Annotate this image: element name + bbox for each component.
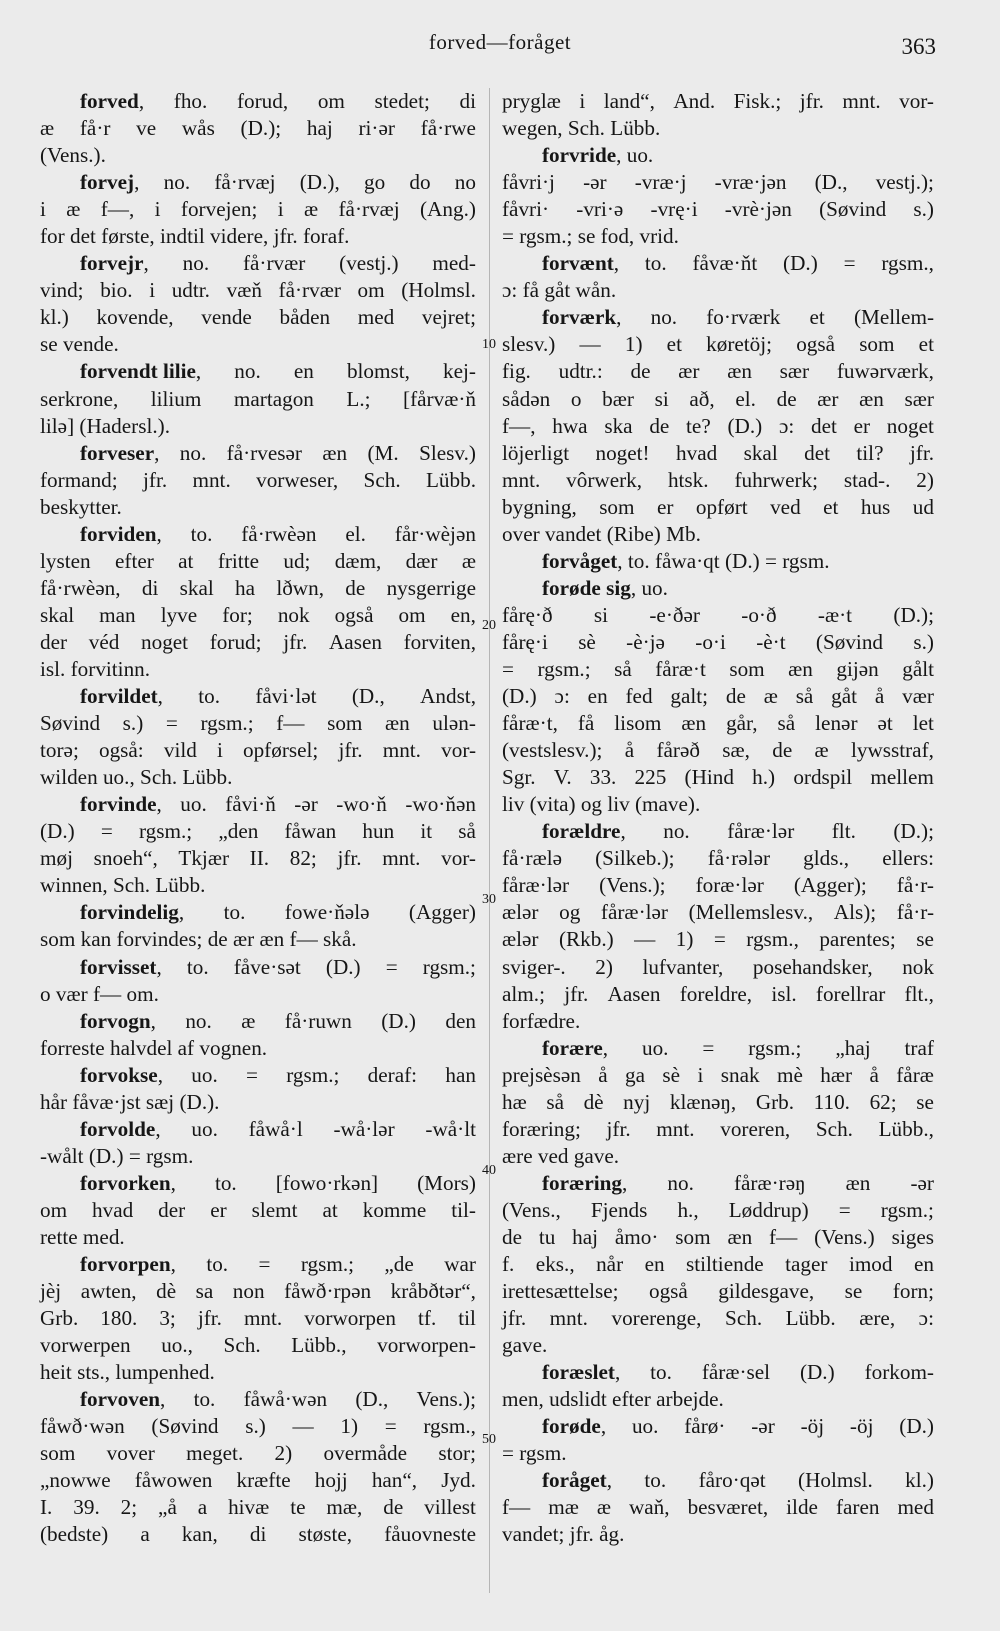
text-line: = rgsm.; så fåræ·t som æn gijən gålt bbox=[502, 656, 934, 681]
line-number-30: 30 bbox=[482, 892, 496, 907]
text-line: de tu haj åmo· som æn f— (Vens.) siges bbox=[502, 1224, 934, 1249]
text-line: Søvind s.) = rgsm.; f— som æn ulən- bbox=[40, 711, 476, 736]
entry-line: foræslet, to. fåræ·sel (D.) forkom- bbox=[542, 1360, 934, 1385]
text-line: for det første, indtil videre, jfr. foraf. bbox=[40, 224, 350, 249]
text-line: ælər og fåræ·lər (Mellemslesv., Als); få·r- bbox=[502, 900, 934, 925]
text-line: Grb. 180. 3; jfr. mnt. vorworpen tf. til bbox=[40, 1306, 476, 1331]
entry-line: forvokse, uo. = rgsm.; deraf: han bbox=[80, 1062, 476, 1087]
text-line: gave. bbox=[502, 1333, 548, 1358]
text-line: f. eks., når en stiltiende tager imod en bbox=[502, 1252, 934, 1277]
entry-line: forvolde, uo. fåwå·l -wå·lər -wå·lt bbox=[80, 1116, 476, 1141]
column-divider bbox=[489, 88, 490, 1593]
entry-line: forære, uo. = rgsm.; „haj traf bbox=[542, 1035, 934, 1060]
text-line: (bedste) a kan, di støste, fåuovneste bbox=[40, 1522, 476, 1547]
entry-line: forvindelig, to. fowe·ňələ (Agger) bbox=[80, 900, 476, 925]
text-line: wilden uo., Sch. Lübb. bbox=[40, 765, 233, 790]
text-line: liv (vita) og liv (mave). bbox=[502, 792, 701, 817]
text-line: men, udslidt efter arbejde. bbox=[502, 1387, 724, 1412]
entry-line: forvildet, to. fåvi·lət (D., Andst, bbox=[80, 684, 476, 709]
text-line: -wålt (D.) = rgsm. bbox=[40, 1143, 194, 1168]
text-line: serkrone, lilium martagon L.; [fårvæ·ň bbox=[40, 386, 476, 411]
text-line: f—, hwa ska de te? (D.) ɔ: det er noget bbox=[502, 413, 934, 438]
line-number-20: 20 bbox=[482, 618, 496, 633]
entry-line: forvej, no. få·rvæj (D.), go do no bbox=[80, 170, 476, 195]
text-line: ɔ: få gåt wån. bbox=[502, 278, 617, 303]
text-line: alm.; jfr. Aasen foreldre, isl. forellrar flt., bbox=[502, 981, 934, 1006]
entry-line: forvorken, to. [fowo·rkən] (Mors) bbox=[80, 1170, 476, 1195]
entry-line: forvogn, no. æ få·ruwn (D.) den bbox=[80, 1008, 476, 1033]
text-line: forfædre. bbox=[502, 1008, 581, 1033]
text-line: formand; jfr. mnt. vorweser, Sch. Lübb. bbox=[40, 467, 476, 492]
entry-line: forvoven, to. fåwå·wən (D., Vens.); bbox=[80, 1387, 476, 1412]
text-line: wegen, Sch. Lübb. bbox=[502, 116, 661, 141]
text-line: hår fåvæ·jst sæj (D.). bbox=[40, 1089, 220, 1114]
text-line: over vandet (Ribe) Mb. bbox=[502, 521, 701, 546]
entry-line: forvisset, to. fåve·sət (D.) = rgsm.; bbox=[80, 954, 476, 979]
entry-line: foråget, to. fåro·qət (Holmsl. kl.) bbox=[542, 1468, 934, 1493]
text-line: „nowwe fåwowen kræfte hojj han“, Jyd. bbox=[40, 1468, 476, 1493]
text-line: vind; bio. i udtr. væň få·rvær om (Holmsl. bbox=[40, 278, 476, 303]
text-line: foræring; jfr. mnt. voreren, Sch. Lübb., bbox=[502, 1116, 934, 1141]
entry-line: forved, fho. forud, om stedet; di bbox=[80, 89, 476, 113]
text-line: få·rælə (Silkeb.); få·rələr glds., ellers: bbox=[502, 846, 934, 871]
text-line: kl.) kovende, vende båden med vejret; bbox=[40, 305, 476, 330]
text-line: isl. forvitinn. bbox=[40, 656, 151, 681]
text-line: æ få·r ve wås (D.); haj ri·ər få·rwe bbox=[40, 116, 476, 141]
right-column bbox=[502, 88, 934, 1549]
text-line: (D.) = rgsm.; „den fåwan hun it så bbox=[40, 819, 476, 844]
text-line: som kan forvindes; de ær æn f— skå. bbox=[40, 927, 357, 952]
text-line: o vær f— om. bbox=[40, 981, 159, 1006]
text-line: jfr. mnt. vorerenge, Sch. Lübb. ære, ɔ: bbox=[502, 1306, 934, 1331]
text-line: I. 39. 2; „å a hivæ te mæ, de villest bbox=[40, 1495, 476, 1520]
text-line: om hvad der er slemt at komme til- bbox=[40, 1197, 476, 1222]
text-line: (Vens.). bbox=[40, 143, 106, 168]
text-line: prejsèsən å ga sè i snak mè hær å fåræ bbox=[502, 1062, 934, 1087]
running-head: forved—foråget bbox=[428, 30, 572, 54]
text-line: fåvri· -vri·ə -vrę·i -vrè·jən (Søvind s.) bbox=[502, 197, 934, 222]
text-line: hæ så dè nyj klænəŋ, Grb. 110. 62; se bbox=[502, 1089, 934, 1114]
text-line: få·rwèən, di skal ha lðwn, de nysgerrige bbox=[40, 575, 476, 600]
text-line: beskytter. bbox=[40, 494, 122, 519]
line-number-40: 40 bbox=[482, 1163, 496, 1178]
text-line: slesv.) — 1) et køretöj; også som et bbox=[502, 332, 934, 357]
text-line: (D.) ɔ: en fed galt; de æ så gåt å vær bbox=[502, 684, 934, 709]
text-line: = rgsm. bbox=[502, 1441, 567, 1466]
text-line: forreste halvdel af vognen. bbox=[40, 1035, 268, 1060]
text-line: (vestslesv.); å fårəð sæ, de æ lywsstraf, bbox=[502, 738, 934, 763]
entry-line: forværk, no. fo·rværk et (Mellem- bbox=[542, 305, 934, 330]
entry-line: forveser, no. få·rvesər æn (M. Slesv.) bbox=[80, 440, 476, 465]
text-line: pryglæ i land“, And. Fisk.; jfr. mnt. vor- bbox=[502, 89, 934, 113]
text-line: winnen, Sch. Lübb. bbox=[40, 873, 206, 898]
text-line: fig. udtr.: de ær æn sær fuwərværk, bbox=[502, 359, 934, 384]
text-line: lilə] (Hadersl.). bbox=[40, 413, 171, 438]
text-line: fåræ·lər (Vens.); foræ·lər (Agger); få·r- bbox=[502, 873, 934, 898]
text-line: heit sts., lumpenhed. bbox=[40, 1360, 215, 1385]
text-line: sviger-. 2) lufvanter, posehandsker, nok bbox=[502, 954, 934, 979]
text-line: = rgsm.; se fod, vrid. bbox=[502, 224, 679, 249]
page-number: 363 bbox=[901, 34, 936, 59]
entry-line: forvåget, to. fåwa·qt (D.) = rgsm. bbox=[542, 548, 830, 573]
entry-line: forøde sig, uo. bbox=[542, 575, 668, 600]
text-line: i æ f—, i forvejen; i æ få·rvæj (Ang.) bbox=[40, 197, 476, 222]
text-line: fåræ·t, få lisom æn går, så lenər ət let bbox=[502, 711, 934, 736]
text-line: møj snoeh“, Tkjær II. 82; jfr. mnt. vor- bbox=[40, 846, 476, 871]
line-number-10: 10 bbox=[482, 337, 496, 352]
entry-line: forvendt lilie, no. en blomst, kej- bbox=[80, 359, 476, 384]
text-line: irettesættelse; også gildesgave, se forn; bbox=[502, 1279, 934, 1304]
text-line: ære ved gave. bbox=[502, 1143, 620, 1168]
text-line: lysten efter at fritte ud; dæm, dær æ bbox=[40, 548, 476, 573]
entry-line: forøde, uo. fårø· -ər -öj -öj (D.) bbox=[542, 1414, 934, 1439]
text-line: f— mæ æ waň, besværet, ilde faren med bbox=[502, 1495, 934, 1520]
entry-line: forvejr, no. få·rvær (vestj.) med- bbox=[80, 251, 476, 276]
text-line: der véd noget forud; jfr. Aasen forviten, bbox=[40, 629, 476, 654]
entry-line: forældre, no. fåræ·lər flt. (D.); bbox=[542, 819, 934, 844]
text-line: sådən o bær si að, el. de ær æn sær bbox=[502, 386, 934, 411]
text-line: fåvri·j -ər -vræ·j -vræ·jən (D., vestj.); bbox=[502, 170, 934, 195]
text-line: vorwerpen uo., Sch. Lübb., vorworpen- bbox=[40, 1333, 476, 1358]
entry-line: forvænt, to. fåvæ·ňt (D.) = rgsm., bbox=[542, 251, 934, 276]
left-column bbox=[40, 88, 476, 1549]
text-line: vandet; jfr. åg. bbox=[502, 1522, 625, 1547]
text-line: löjerligt noget! hvad skal det til? jfr. bbox=[502, 440, 934, 465]
entry-line: forvorpen, to. = rgsm.; „de war bbox=[80, 1252, 476, 1277]
entry-line: foræring, no. fåræ·rəŋ æn -ər bbox=[542, 1170, 934, 1195]
text-line: fåwð·wən (Søvind s.) — 1) = rgsm., bbox=[40, 1414, 476, 1439]
text-line: bygning, som er opført ved et hus ud bbox=[502, 494, 934, 519]
text-line: fårę·ð si -e·ðər -o·ð -æ·t (D.); bbox=[502, 602, 934, 627]
text-line: mnt. vôrwerk, htsk. fuhrwerk; stad-. 2) bbox=[502, 467, 934, 492]
text-line: rette med. bbox=[40, 1224, 125, 1249]
text-line: (Vens., Fjends h., Løddrup) = rgsm.; bbox=[502, 1197, 934, 1222]
text-line: fårę·i sè -è·jə -o·i -è·t (Søvind s.) bbox=[502, 629, 934, 654]
entry-line: forvride, uo. bbox=[542, 143, 654, 168]
line-number-50: 50 bbox=[482, 1432, 496, 1447]
text-line: skal man lyve for; nok også om en, bbox=[40, 602, 476, 627]
text-line: jèj awten, dè sa non fåwð·rpən kråbðtər“, bbox=[40, 1279, 476, 1304]
text-line: se vende. bbox=[40, 332, 119, 357]
text-line: ælər (Rkb.) — 1) = rgsm., parentes; se bbox=[502, 927, 934, 952]
text-line: som vover meget. 2) overmåde stor; bbox=[40, 1441, 476, 1466]
text-line: torə; også: vild i opførsel; jfr. mnt. vor- bbox=[40, 738, 476, 763]
text-line: Sgr. V. 33. 225 (Hind h.) ordspil mellem bbox=[502, 765, 934, 790]
entry-line: forviden, to. få·rwèən el. får·wèjən bbox=[80, 521, 476, 546]
entry-line: forvinde, uo. fåvi·ň -ər -wo·ň -wo·ňən bbox=[80, 792, 476, 817]
